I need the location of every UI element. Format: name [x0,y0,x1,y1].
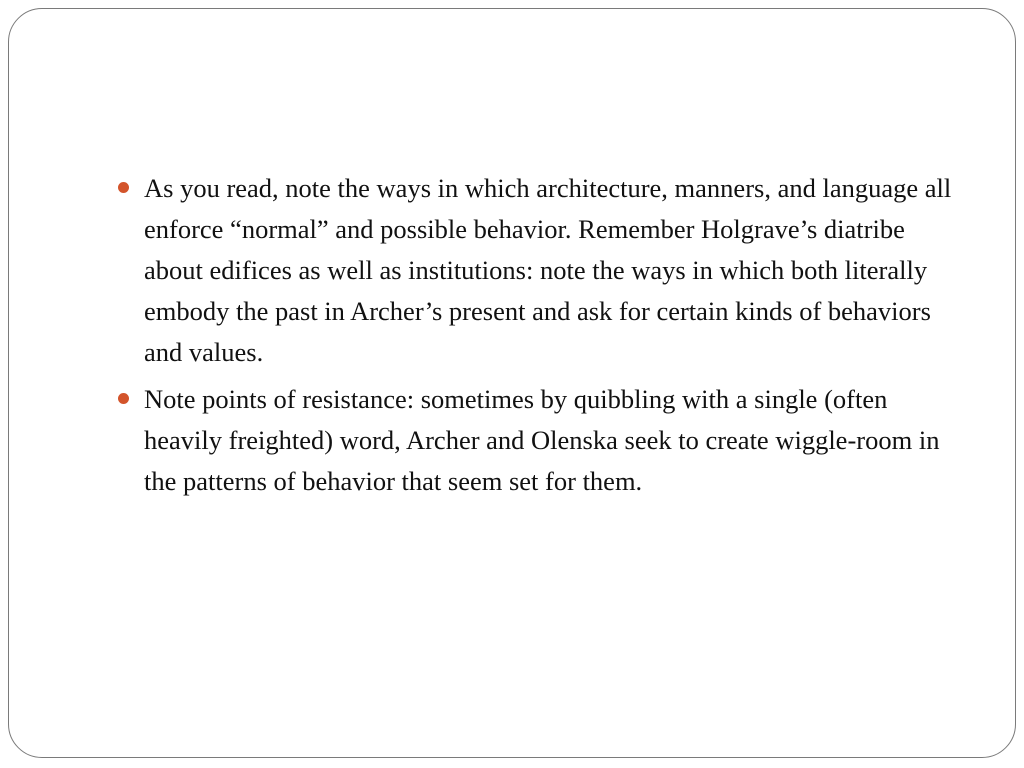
bullet-text: As you read, note the ways in which architecture, manners, and language all enforce “normal” and possible behavior. Remember Holgrave’s diatribe about edifices as well as institutions: note the ways in which both literally embody the past in Archer’s present and ask for certain kinds of behaviors and values. [144,173,952,367]
bullet-item-architecture [112,168,952,373]
bullet-dot-icon [118,182,129,193]
bullet-text: Note points of resistance: sometimes by quibbling with a single (often heavily freighted) word, Archer and Olenska seek to create wiggle-room in the patterns of behavior that seem set for them. [144,384,940,496]
bullet-item-resistance [112,379,952,502]
bullet-dot-icon [118,393,129,404]
bullet-list [112,168,952,508]
